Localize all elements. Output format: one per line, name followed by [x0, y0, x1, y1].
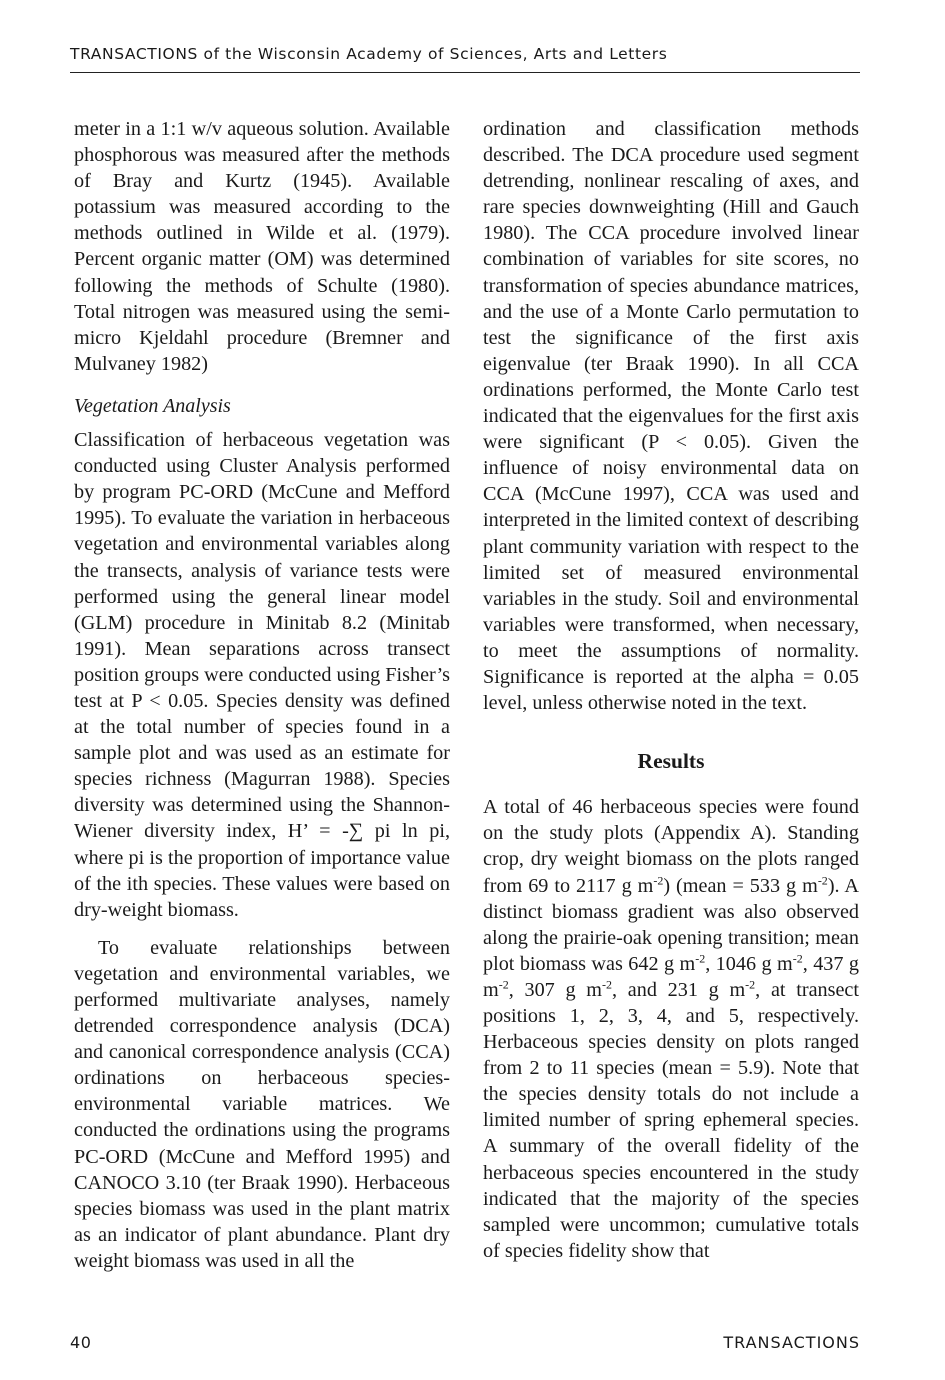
superscript: -2 — [695, 951, 706, 966]
results-text-3: ). A distinct biomass gradient was also observed along the prairie-oak opening transition; mean plot biomass was 642 g m — [483, 874, 860, 975]
paragraph-classification: Classification of herbaceous vegetation was conducted using Cluster Analysis performed by program PC-ORD (McCune and Mefford 1995). To evaluate the variation in herbaceous vegetation and environmental variables along the transects, analysis of variance tests were performed using the general linear model (GLM) procedure in Minitab 8.2 (Minitab 1991). Mean separations across transect position groups were conducted using Fisher’s test at P < 0.05. Species density was defined at the total number of species found in a sample plot and was used as an estimate for species richness (Magurran 1988). Species diversity was determined using the Shannon-Wiener diversity index, H’ = -∑ pi ln pi, where pi is the proportion of importance value of the ith species. These values were based on dry-weight biomass. — [74, 429, 450, 921]
superscript: -2 — [745, 977, 756, 992]
superscript: -2 — [817, 872, 828, 887]
paragraph-soil-methods: meter in a 1:1 w/v aqueous solution. Available phosphorous was measured after the methods of Bray and Kurtz (1945). Available potassium was measured according to the methods outlined in Wilde et al. (1979). Percent organic matter (OM) was determined following the methods of Schulte (1980). Total nitrogen was measured using the semi-micro Kjeldahl procedure (Bremner and Mulvaney 1982) — [74, 118, 450, 375]
running-footer: TRANSACTIONS — [723, 1333, 860, 1352]
paragraph-results — [483, 794, 859, 1264]
superscript: -2 — [602, 977, 612, 992]
running-header: TRANSACTIONS of the Wisconsin Academy of Sciences, Arts and Letters — [70, 45, 668, 63]
left-column — [74, 116, 450, 1274]
superscript: -2 — [498, 977, 509, 992]
results-text-2: ) (mean = 533 g m — [663, 874, 818, 897]
section-title-results: Results — [637, 749, 705, 774]
results-text-7: , and 231 g m — [612, 978, 746, 1001]
right-column — [483, 116, 859, 1264]
paragraph-ordination: ordination and classification methods described. The DCA procedure used segment detrending, nonlinear rescaling of axes, and rare species downweighting (Hill and Gauch 1980). The CCA procedure involved linear combination of variables for site scores, no transformation of species abundance matrices, and the use of a Monte Carlo permutation to test the significance of the first axis eigenvalue (ter Braak 1990). In all CCA ordinations performed, the Monte Carlo test indicated that the eigenvalues for the first axis were significant (P < 0.05). Given the influence of noisy environmental data on CCA (McCune 1997), CCA was used and interpreted in the limited context of describing plant community variation with respect to the limited set of measured environmental variables in the study. Soil and environmental variables were transformed, when necessary, to meet the assumptions of normality. Significance is reported at the alpha = 0.05 level, unless otherwise noted in the text. — [483, 118, 859, 715]
subheading-vegetation-analysis: Vegetation Analysis — [74, 394, 231, 417]
header-rule — [70, 72, 860, 73]
superscript: -2 — [792, 951, 803, 966]
results-text-8: , at transect positions 1, 2, 3, 4, and 5, respectively. Herbaceous species density on plots ranged from 2 to 11 species (mean = 5.9). Note that the species density totals do not include a limited number of spring ephemeral species. A summary of the overall fidelity of the herbaceous species encountered in the study indicated that the majority of the species sampled were uncommon; cumulative totals of species fidelity show that — [483, 978, 860, 1262]
paragraph-multivariate: To evaluate relationships between vegetation and environmental variables, we performed multivariate analyses, namely detrended correspondence analysis (DCA) and canonical correspondence analysis (CCA) ordinations on herbaceous species-environmental variable matrices. We conducted the ordinations using the programs PC-ORD (McCune and Mefford 1995) and CANOCO 3.10 (ter Braak 1990). Herbaceous species biomass was used in the plant matrix as an indicator of plant abundance. Plant dry weight biomass was used in all the — [74, 936, 450, 1272]
page-number: 40 — [70, 1333, 92, 1352]
results-text-5: , 437 g m — [483, 952, 859, 1001]
results-text-1: A total of 46 herbaceous species were found on the study plots (Appendix A). Standing crop, dry weight biomass on the plots ranged from 69 to 2117 g m — [483, 796, 859, 897]
superscript: -2 — [653, 872, 664, 887]
results-text-4: , 1046 g m — [705, 952, 793, 975]
results-text-6: , 307 g m — [508, 978, 602, 1001]
